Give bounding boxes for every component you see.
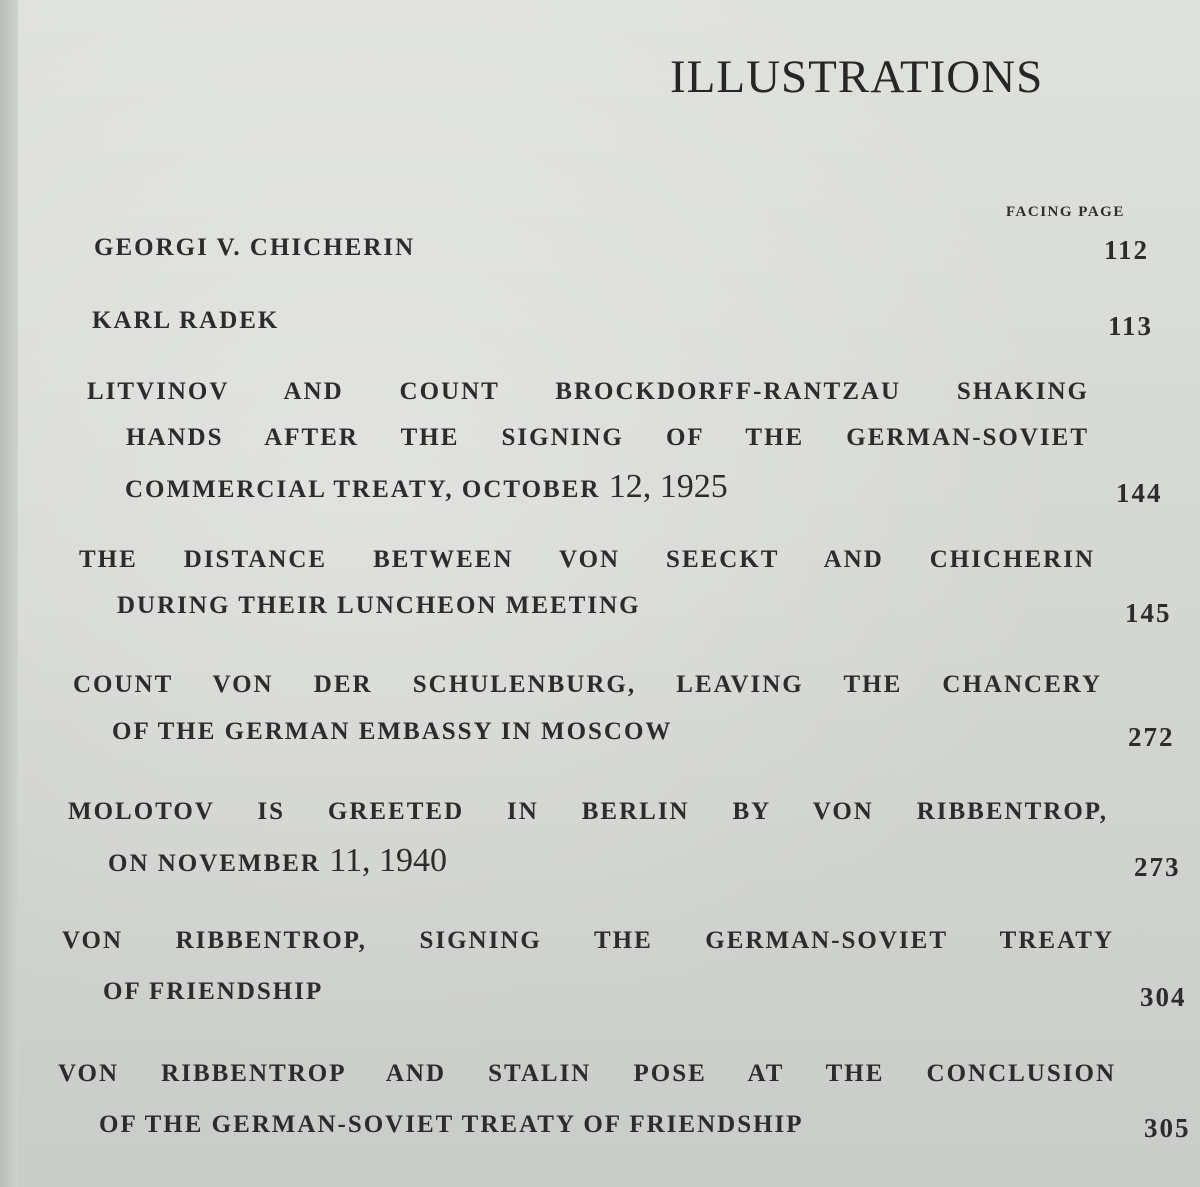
entry-page-number: 305 — [1144, 1113, 1191, 1143]
entry-page-number: 273 — [1134, 852, 1181, 882]
entry-line: OF FRIENDSHIP — [103, 978, 324, 1005]
entry-line: GEORGI V. CHICHERIN — [94, 234, 416, 261]
entry-page-number: 144 — [1116, 478, 1163, 508]
entry-page-number: 272 — [1128, 722, 1175, 752]
entry-line — [125, 468, 728, 506]
entry-line-text: ON NOVEMBER — [108, 850, 321, 877]
entry-page-number: 304 — [1140, 982, 1187, 1012]
entry-date: 12, 1925 — [608, 468, 728, 505]
entry-line: LITVINOV AND COUNT BROCKDORFF-RANTZAU SHAKING — [87, 378, 1089, 405]
entry-line: VON RIBBENTROP AND STALIN POSE AT THE CONCLUSION — [58, 1060, 1116, 1087]
page-gutter-shadow — [0, 0, 18, 1187]
entry-line: COUNT VON DER SCHULENBURG, LEAVING THE CHANCERY — [73, 671, 1102, 698]
entry-line: OF THE GERMAN EMBASSY IN MOSCOW — [112, 718, 673, 745]
entry-page-number: 113 — [1108, 311, 1154, 341]
entry-line: DURING THEIR LUNCHEON MEETING — [117, 592, 641, 619]
entry-line: OF THE GERMAN-SOVIET TREATY OF FRIENDSHIP — [99, 1111, 804, 1138]
entry-line: KARL RADEK — [92, 307, 280, 334]
entry-date: 11, 1940 — [329, 842, 447, 879]
entry-line: HANDS AFTER THE SIGNING OF THE GERMAN-SOVIET — [126, 424, 1089, 451]
entry-line — [108, 842, 447, 880]
entry-line: MOLOTOV IS GREETED IN BERLIN BY VON RIBBENTROP, — [68, 798, 1108, 825]
entry-line-text: COMMERCIAL TREATY, OCTOBER — [125, 476, 601, 503]
facing-page-header: FACING PAGE — [1006, 204, 1125, 220]
page-title: ILLUSTRATIONS — [670, 51, 1044, 103]
entry-line: VON RIBBENTROP, SIGNING THE GERMAN-SOVIET TREATY — [62, 927, 1114, 954]
entry-line: THE DISTANCE BETWEEN VON SEECKT AND CHICHERIN — [79, 546, 1095, 573]
entry-page-number: 112 — [1104, 235, 1150, 265]
entry-page-number: 145 — [1125, 598, 1172, 628]
